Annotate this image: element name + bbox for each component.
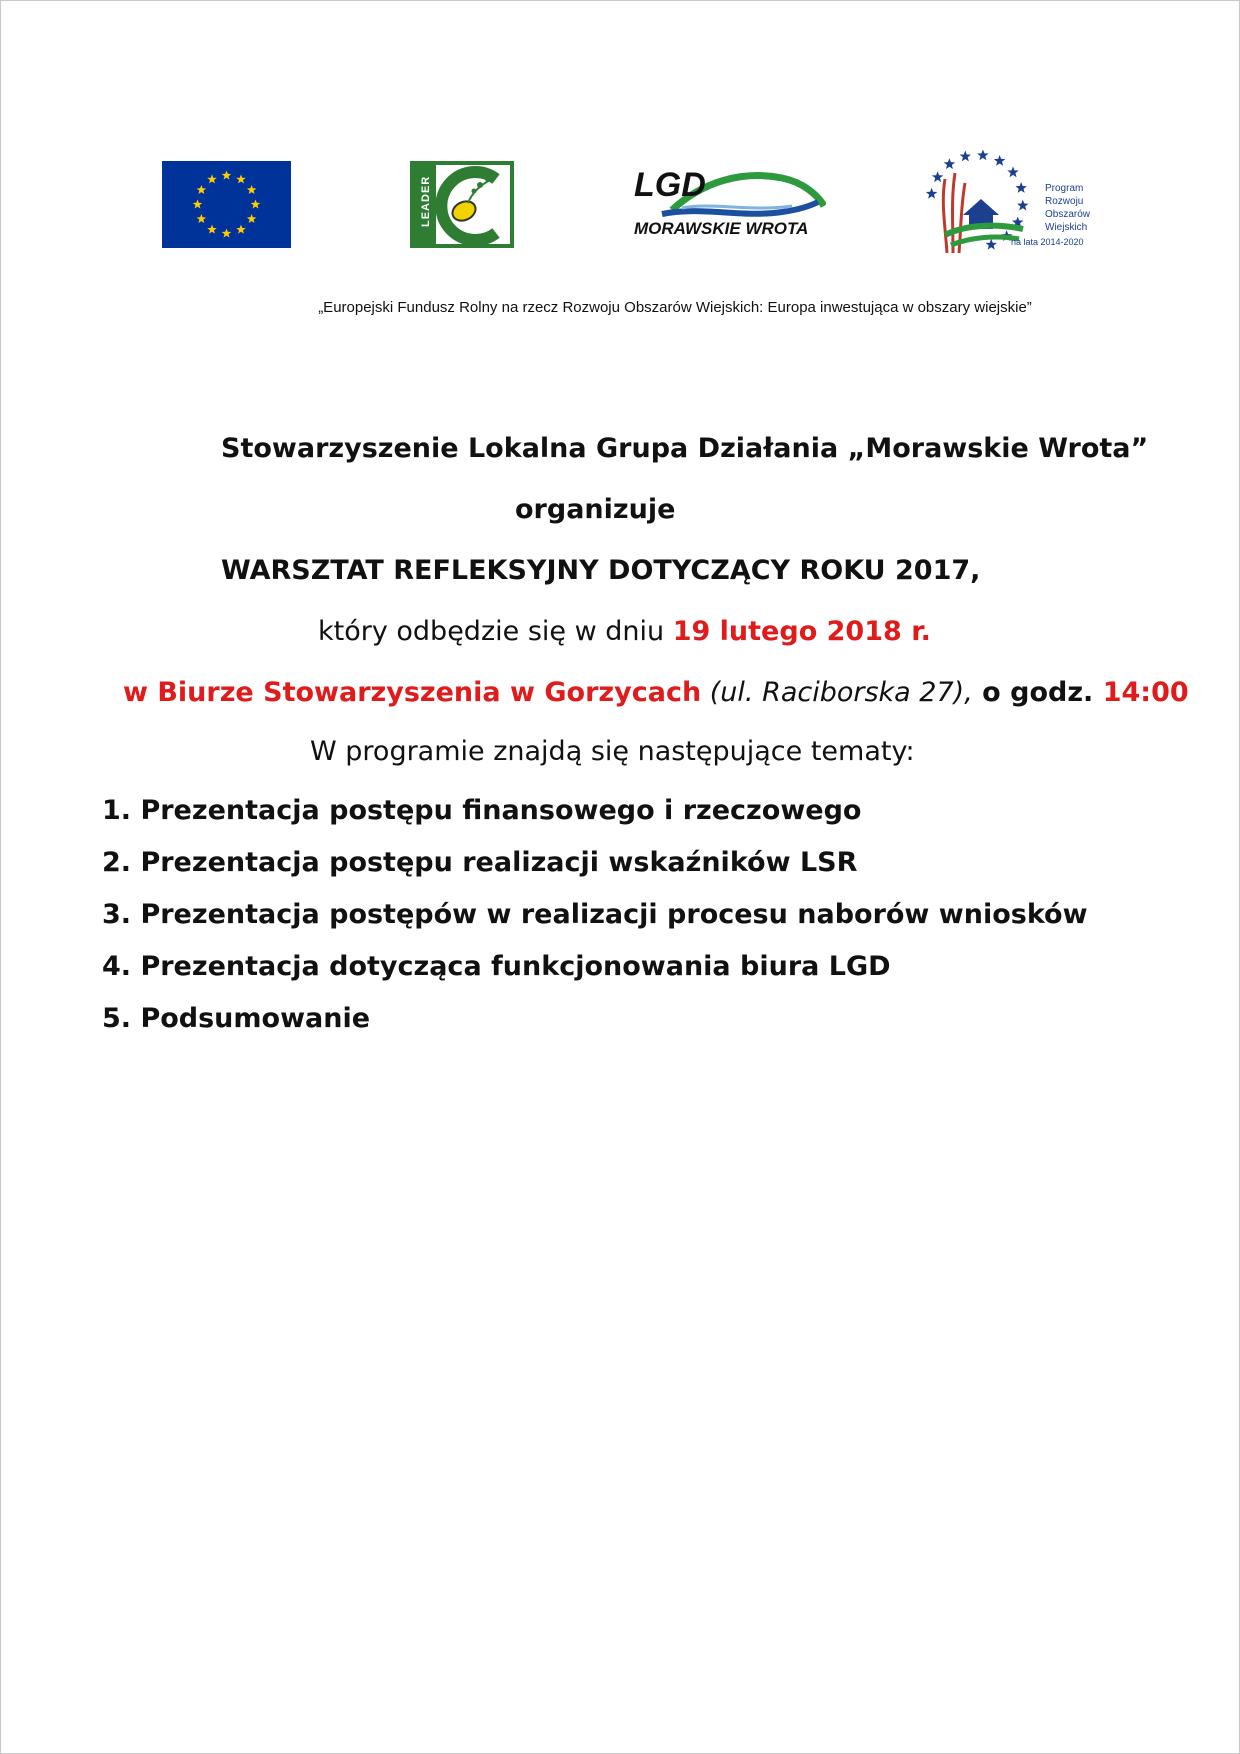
leader-logo [410, 161, 514, 248]
topic-item: 5. Podsumowanie [102, 1003, 371, 1034]
program-intro: W programie znajdą się następujące tematy: [310, 736, 915, 767]
prow-star-icon [1015, 182, 1026, 193]
prow-line-4: Wiejskich [1045, 222, 1088, 233]
leader-text: LEADER [420, 175, 432, 227]
topic-item: 3. Prezentacja postępów w realizacji procesu naborów wniosków [102, 899, 1088, 930]
prow-star-icon [1007, 166, 1018, 177]
motto: „Europejski Fundusz Rolny na rzecz Rozwoju Obszarów Wiejskich: Europa inwestująca w obszary wiejskie” [318, 299, 1032, 316]
topics-list [102, 794, 1088, 1054]
prow-star-icon [960, 151, 971, 162]
lgd-name: MORAWSKIE WROTA [634, 219, 809, 238]
prow-period: na lata 2014-2020 [1011, 237, 1084, 247]
date-prefix: który odbędzie się w dniu [318, 616, 673, 647]
date-line [0, 615, 1240, 649]
eu-flag-icon [162, 161, 291, 248]
event-place: w Biurze Stowarzyszenia w Gorzycach [123, 677, 702, 708]
prow-logo [915, 143, 1095, 255]
prow-star-icon [1017, 200, 1028, 211]
prow-star-icon [944, 158, 955, 169]
prow-star-icon [932, 171, 943, 182]
prow-line-3: Obszarów [1045, 209, 1091, 220]
prow-line-1: Program [1045, 183, 1084, 194]
topic-item: 4. Prezentacja dotycząca funkcjonowania biura LGD [102, 951, 891, 982]
prow-star-icon [977, 149, 988, 160]
place-line [0, 676, 1240, 710]
topic-item: 2. Prezentacja postępu realizacji wskaźników LSR [102, 847, 858, 878]
organizer-line: Stowarzyszenie Lokalna Grupa Działania „Morawskie Wrota” [221, 433, 1149, 464]
event-title: WARSZTAT REFLEKSYJNY DOTYCZĄCY ROKU 2017, [221, 555, 981, 586]
topic-item: 1. Prezentacja postępu finansowego i rzeczowego [102, 795, 862, 826]
lgd-mark: LGD [634, 166, 706, 204]
prow-star-icon [986, 239, 997, 250]
event-time: 14:00 [1102, 677, 1189, 708]
event-date: 19 lutego 2018 r. [672, 616, 931, 647]
event-address: (ul. Raciborska 27), [701, 677, 973, 708]
lgd-logo [632, 162, 826, 244]
organizuje-line: organizuje [515, 494, 676, 525]
prow-star-icon [994, 155, 1005, 166]
prow-line-2: Rozwoju [1045, 196, 1084, 207]
prow-star-icon [926, 188, 937, 199]
time-prefix: o godz. [972, 677, 1103, 708]
